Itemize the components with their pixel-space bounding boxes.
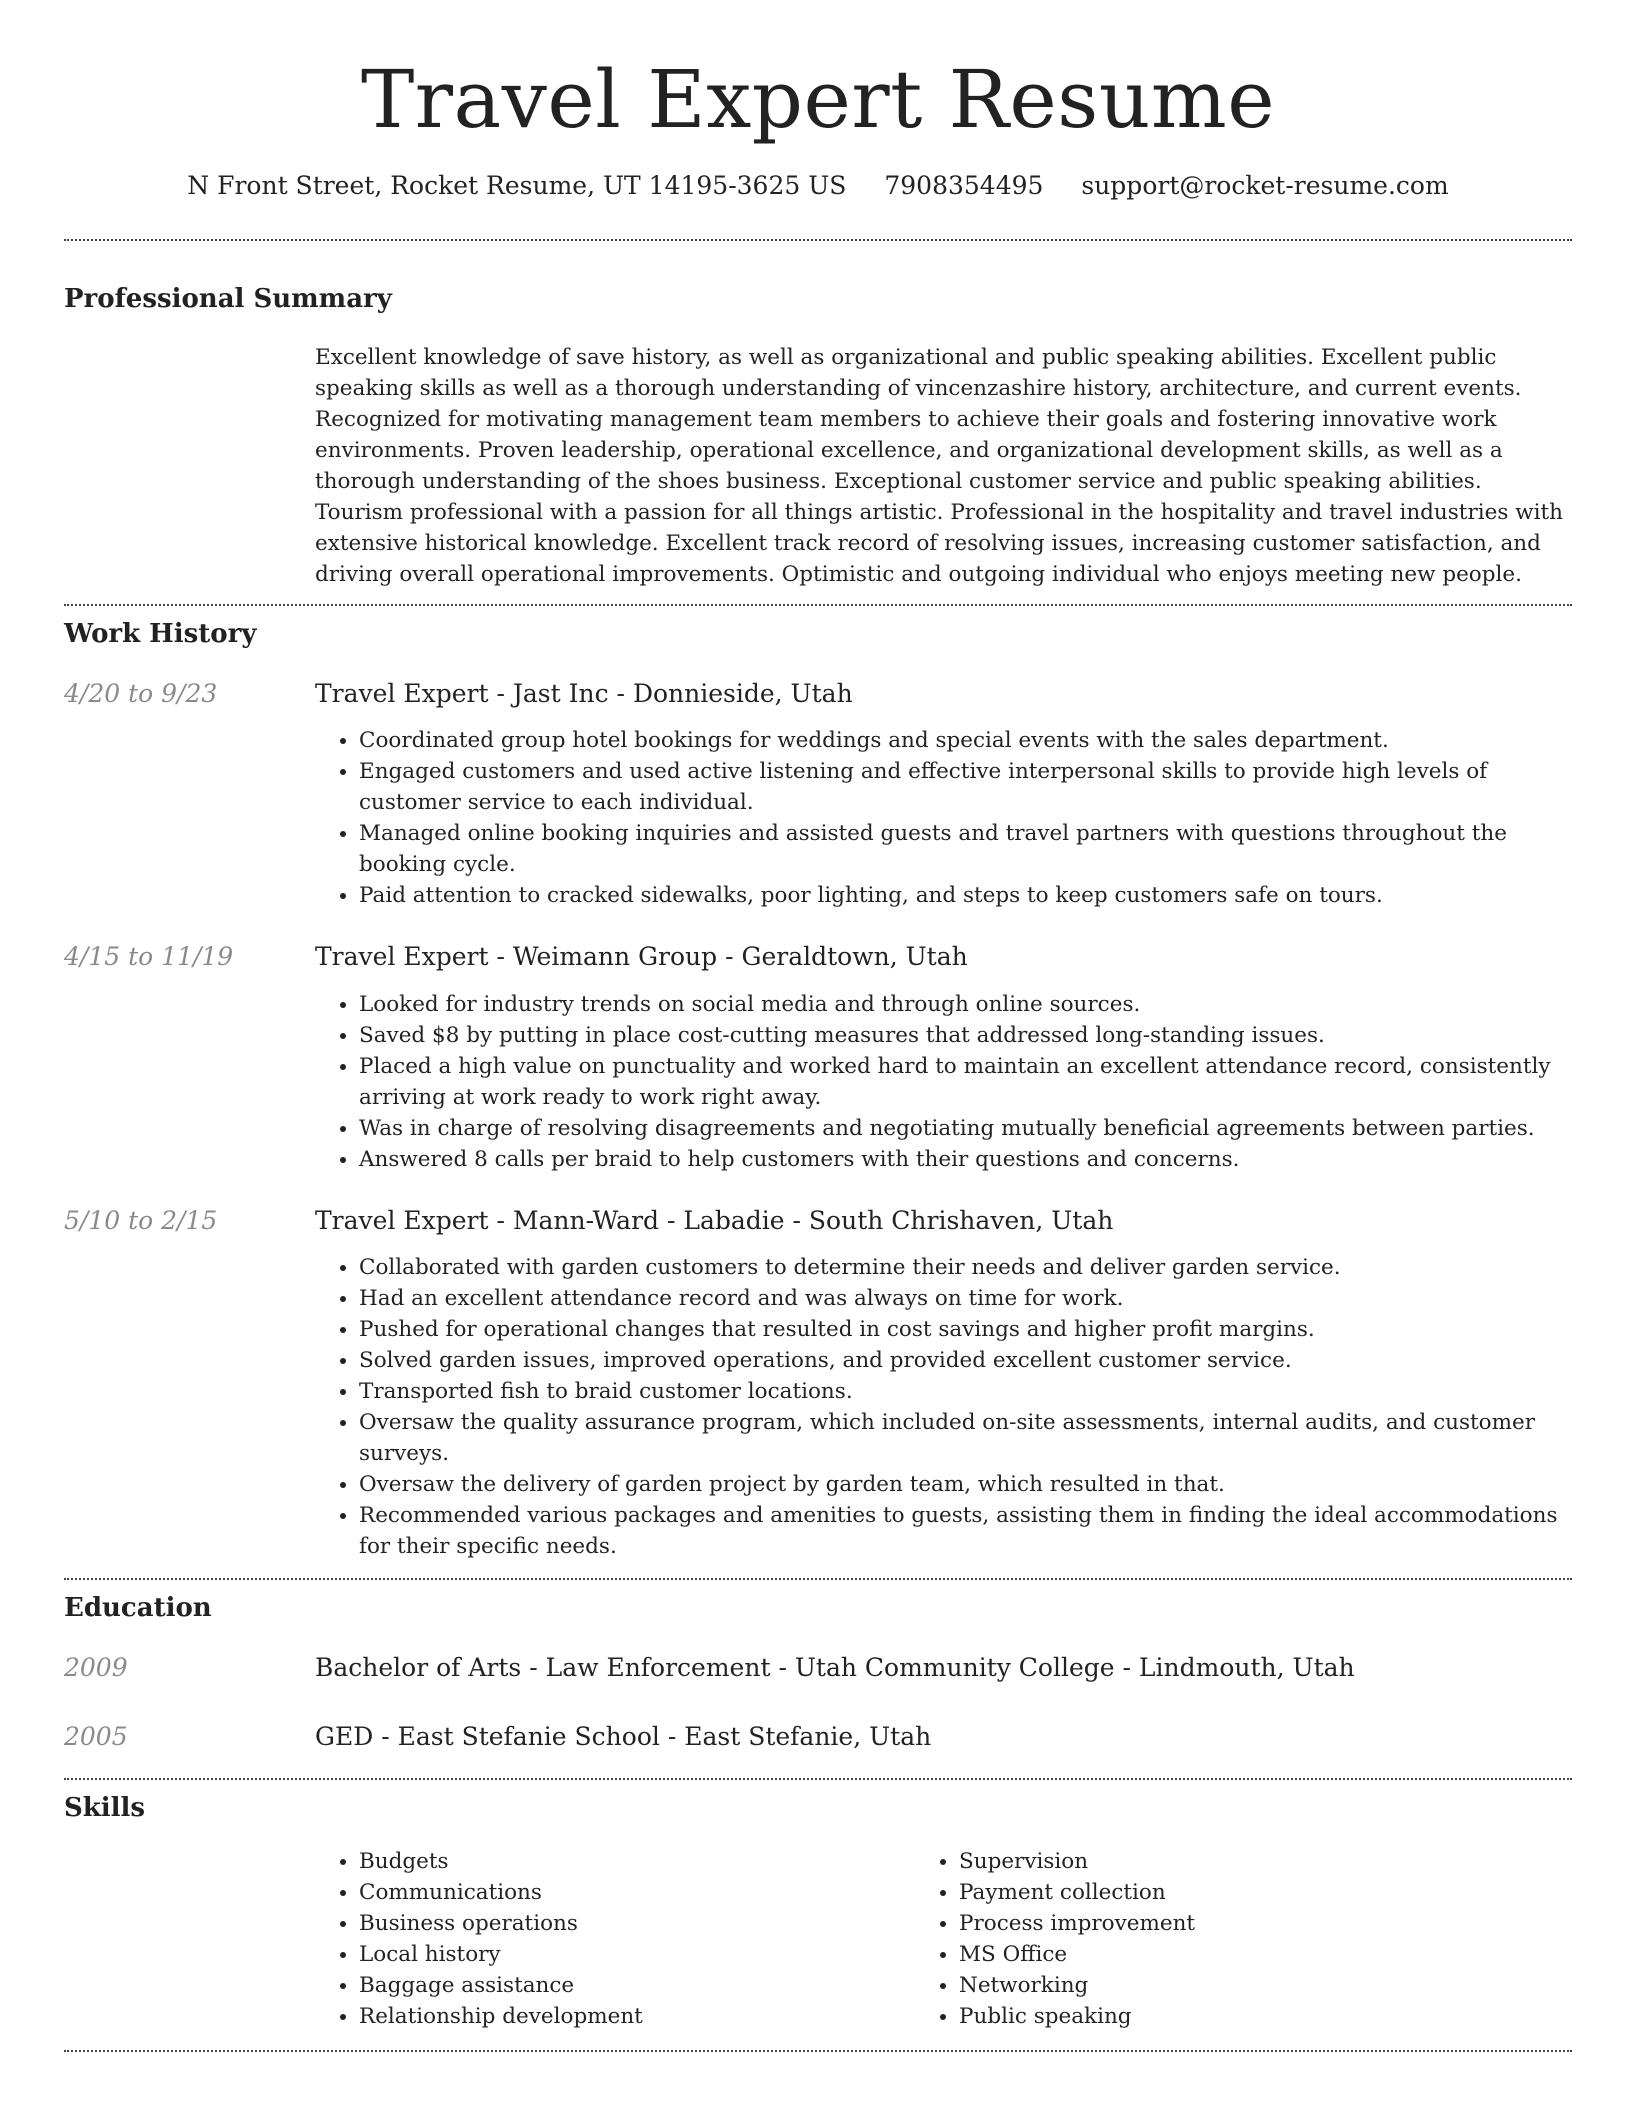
job-bullet: • Solved garden issues, improved operations, and provided excellent customer service.: [359, 1345, 1572, 1376]
contact-address: N Front Street, Rocket Resume, UT 14195-3625 US: [187, 171, 847, 200]
resume-title: Travel Expert Resume: [360, 53, 1276, 146]
job-heading: Travel Expert - Mann-Ward - Labadie - South Chrishaven, Utah: [315, 1205, 1114, 1235]
skill-item: • Public speaking: [959, 2001, 1459, 2032]
skill-item: • MS Office: [959, 1939, 1459, 1970]
divider: [64, 1578, 1572, 1580]
job-dates: 4/15 to 11/19: [64, 942, 234, 972]
resume-page: [64, 0, 1572, 2052]
section-title-summary: Professional Summary: [64, 283, 392, 314]
education-details: Bachelor of Arts - Law Enforcement - Utah Community College - Lindmouth, Utah: [315, 1652, 1355, 1682]
job-bullet: • Pushed for operational changes that resulted in cost savings and higher profit margins.: [359, 1314, 1572, 1345]
section-title-skills: Skills: [64, 1793, 146, 1824]
skill-item: • Budgets: [359, 1846, 887, 1877]
job-bullet: • Was in charge of resolving disagreements and negotiating mutually beneficial agreements between parties.: [359, 1113, 1572, 1144]
job-bullet: • Oversaw the delivery of garden project by garden team, which resulted in that.: [359, 1469, 1572, 1500]
section-title-work-history: Work History: [64, 619, 257, 650]
job-heading: Travel Expert - Jast Inc - Donnieside, Utah: [315, 679, 853, 709]
skill-item: • Supervision: [959, 1846, 1459, 1877]
job-bullet: • Collaborated with garden customers to determine their needs and deliver garden service.: [359, 1252, 1572, 1283]
job-body: [315, 941, 1572, 1174]
education-entry: [64, 1652, 1572, 1683]
education-year: 2005: [64, 1721, 128, 1751]
skill-item: • Process improvement: [959, 1908, 1459, 1939]
job-dates: 4/20 to 9/23: [64, 679, 218, 709]
job-entry: [64, 1205, 1572, 1562]
job-bullets: [315, 989, 1572, 1175]
job-body: [315, 678, 1572, 911]
job-dates: 5/10 to 2/15: [64, 1205, 218, 1235]
job-bullet: • Had an excellent attendance record and was always on time for work.: [359, 1283, 1572, 1314]
divider: [64, 1778, 1572, 1780]
education-entry: [64, 1721, 1572, 1752]
job-bullet: • Placed a high value on punctuality and worked hard to maintain an excellent attendance record, consistently arriving at work ready to work right away.: [359, 1051, 1572, 1113]
skill-item: • Baggage assistance: [359, 1970, 887, 2001]
divider: [64, 2050, 1572, 2052]
job-bullet: • Coordinated group hotel bookings for weddings and special events with the sales department.: [359, 725, 1572, 756]
skill-item: • Business operations: [359, 1908, 887, 1939]
job-heading: Travel Expert - Weimann Group - Geraldtown, Utah: [315, 942, 968, 972]
skill-item: • Relationship development: [359, 2001, 887, 2032]
skill-item: • Communications: [359, 1877, 887, 1908]
job-bullets: [315, 1252, 1572, 1562]
job-entry: [64, 941, 1572, 1174]
skills-column-1: [315, 1846, 887, 2032]
skills-list: [315, 1846, 1572, 2032]
education-year: 2009: [64, 1652, 128, 1682]
job-bullet: • Engaged customers and used active listening and effective interpersonal skills to provide high levels of customer service to each individual.: [359, 756, 1572, 818]
skills-column-2: [887, 1846, 1459, 2032]
summary-text: Excellent knowledge of save history, as well as organizational and public speaking abilities. Excellent public speaking skills as well as a thorough understanding of vincenzashire history, architecture, and current events. Recognized for motivating management team members to achieve their goals and fostering innovative work environments. Proven leadership, operational excellence, and organizational development skills, as well as a thorough understanding of the shoes business. Exceptional customer service and public speaking abilities. Tourism professional with a passion for all things artistic. Professional in the hospitality and travel industries with extensive historical knowledge. Excellent track record of resolving issues, increasing customer satisfaction, and driving overall operational improvements. Optimistic and outgoing individual who enjoys meeting new people.: [315, 345, 1563, 588]
education-details: GED - East Stefanie School - East Stefanie, Utah: [315, 1721, 932, 1751]
job-bullets: [315, 725, 1572, 911]
skill-item: • Payment collection: [959, 1877, 1459, 1908]
job-bullet: • Recommended various packages and amenities to guests, assisting them in finding the ideal accommodations for their specific needs.: [359, 1500, 1572, 1562]
job-bullet: • Transported fish to braid customer locations.: [359, 1376, 1572, 1407]
job-bullet: • Oversaw the quality assurance program, which included on-site assessments, internal audits, and customer surveys.: [359, 1407, 1572, 1469]
job-bullet: • Saved $8 by putting in place cost-cutting measures that addressed long-standing issues.: [359, 1020, 1572, 1051]
contact-phone: 7908354495: [884, 171, 1044, 200]
job-entry: [64, 678, 1572, 911]
job-bullet: • Looked for industry trends on social media and through online sources.: [359, 989, 1572, 1020]
contact-line: [64, 170, 1572, 203]
skill-item: • Local history: [359, 1939, 887, 1970]
section-title-education: Education: [64, 1592, 212, 1623]
divider: [64, 239, 1572, 241]
job-bullet: • Managed online booking inquiries and assisted guests and travel partners with questions throughout the booking cycle.: [359, 818, 1572, 880]
skill-item: • Networking: [959, 1970, 1459, 2001]
job-bullet: • Answered 8 calls per braid to help customers with their questions and concerns.: [359, 1144, 1572, 1175]
job-body: [315, 1205, 1572, 1562]
contact-email: support@rocket-resume.com: [1081, 171, 1449, 200]
divider: [64, 604, 1572, 606]
job-bullet: • Paid attention to cracked sidewalks, poor lighting, and steps to keep customers safe on tours.: [359, 880, 1572, 911]
